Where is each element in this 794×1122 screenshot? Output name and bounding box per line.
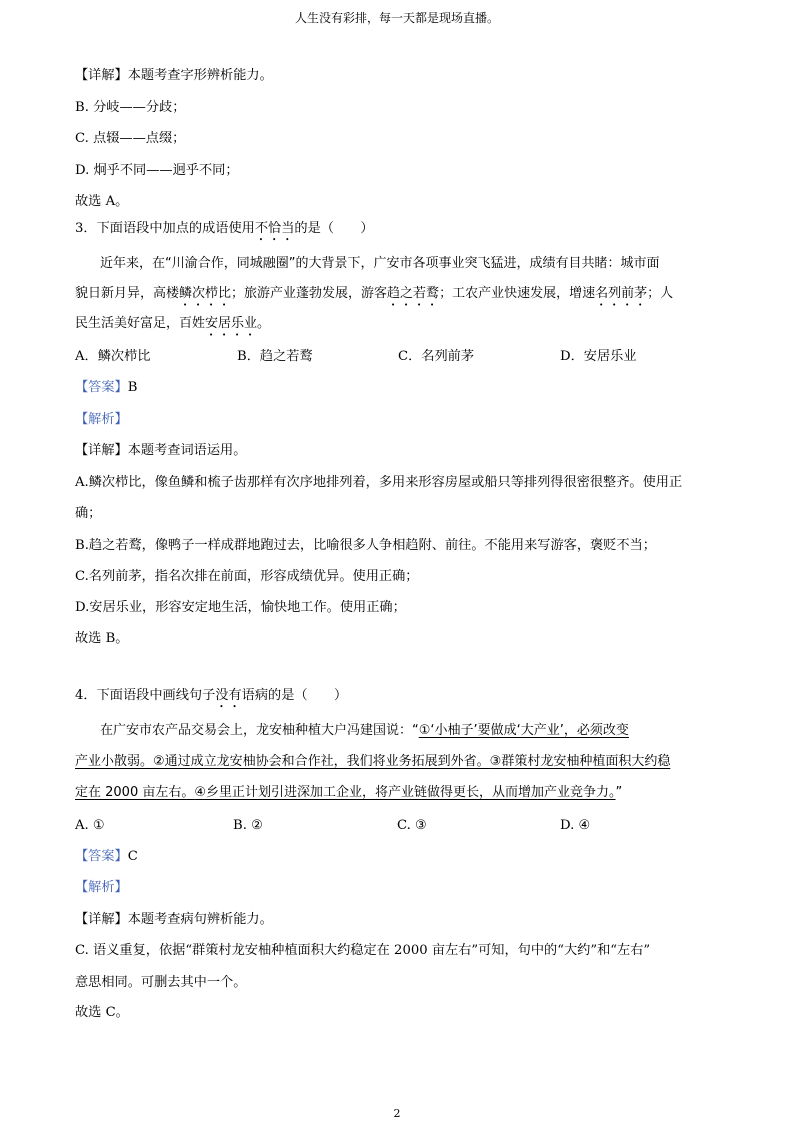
q3-conclusion: 故选 B。 xyxy=(75,631,129,646)
q4-option-a: A. ① xyxy=(75,818,105,833)
q4-explain-c-1: C. 语义重复，依据“群策村龙安柚种植面积大约稳定在 2000 亩左右”可知，句中的“大约”和“左右” xyxy=(75,943,651,958)
q3-idiom-1: 鳞次栉比 xyxy=(179,286,232,301)
q3-passage-text: ；工农产业快速发展，增速 xyxy=(439,286,596,301)
q4-answer-value: C xyxy=(127,849,138,864)
q4-option-c: C. ③ xyxy=(397,818,427,833)
q3-passage-text: 。 xyxy=(257,316,271,331)
q3-explain-c: C.名列前茅，指名次排在前面，形容成绩优异。使用正确； xyxy=(75,569,419,584)
q3-passage-line-2 xyxy=(75,284,720,309)
q3-stem xyxy=(75,219,725,244)
q4-underlined-sentence-1: ①‘小柚子’要做成‘大产业’，必须改变 xyxy=(418,723,629,738)
q4-detail: 【详解】本题考查病句辨析能力。 xyxy=(75,912,273,927)
q4-underlined-sentence-2: ②通过成立龙安柚协会和合作社，我们将业务拓展到外省。 xyxy=(153,754,490,769)
q3-passage-text: ；旅游产业蓬勃发展，游客 xyxy=(231,286,388,301)
q3-option-c: C．名列前茅 xyxy=(398,349,475,364)
q4-answer-label: 【答案】 xyxy=(75,849,128,864)
q4-analysis-label: 【解析】 xyxy=(75,880,128,895)
q4-stem-text: 4．下面语段中画线句子 xyxy=(75,688,216,703)
q3-idiom-3: 名列前茅 xyxy=(595,286,648,301)
q4-stem-tail: 语病的是（ ） xyxy=(241,688,348,703)
q4-passage-line-1 xyxy=(100,721,720,741)
q3-analysis-label: 【解析】 xyxy=(75,412,128,427)
q4-explain-c-2: 意思相同。可删去其中一个。 xyxy=(75,975,247,990)
q3-detail: 【详解】本题考查词语运用。 xyxy=(75,443,247,458)
q3-stem-emphasis: 不恰当 xyxy=(254,221,295,236)
q3-idiom-4: 安居乐业 xyxy=(205,316,258,331)
q4-option-d: D. ④ xyxy=(560,818,591,833)
q4-underlined-sentence-1-end: 产业小散弱。 xyxy=(75,754,154,769)
q4-passage-text: 在广安市农产品交易会上，龙安柚种植大户冯建国说：“ xyxy=(100,723,419,738)
page-number: 2 xyxy=(393,1107,401,1120)
q4-option-b: B. ② xyxy=(233,818,263,833)
q3-passage-text: ；人 xyxy=(647,286,674,301)
q4-passage-line-3 xyxy=(75,783,720,803)
q3-passage-line-1: 近年来，在“川渝合作，同城融圈”的大背景下，广安市各项事业突飞猛进，成绩有目共睹：城市面 xyxy=(100,256,660,271)
q3-answer xyxy=(75,378,725,398)
q3-stem-tail: 的是（ ） xyxy=(294,221,374,236)
q4-stem-emphasis: 没有 xyxy=(215,688,242,703)
q4-answer xyxy=(75,847,725,867)
q3-option-d: D．安居乐业 xyxy=(560,349,637,364)
q4-passage-line-2 xyxy=(75,752,720,772)
q3-explain-a-2: 确； xyxy=(75,506,102,521)
prev-option-b: B. 分岐——分歧； xyxy=(75,100,186,115)
q4-stem xyxy=(75,686,725,711)
q3-stem-text: 3．下面语段中加点的成语使用 xyxy=(75,221,255,236)
q3-explain-d: D.安居乐业，形容安定地生活，愉快地工作。使用正确； xyxy=(75,600,406,615)
prev-option-d: D. 炯乎不同——迥乎不同； xyxy=(75,163,239,178)
q3-passage-text: 貌日新月异，高楼 xyxy=(75,286,180,301)
prev-option-c: C. 点辍——点缀； xyxy=(75,131,186,146)
q3-answer-label: 【答案】 xyxy=(75,380,128,395)
q4-underlined-sentence-4: ④乡里正计划引进深加工企业，将产业链做得更长，从而增加产业竞争力。 xyxy=(194,785,616,800)
page-header-motto: 人生没有彩排，每一天都是现场直播。 xyxy=(294,11,499,25)
q4-passage-text: ” xyxy=(615,785,623,800)
q3-explain-a-1: A.鳞次栉比，像鱼鳞和梳子齿那样有次序地排列着，多用来形容房屋或船只等排列得很密很整齐。使用正 xyxy=(75,475,683,490)
q3-answer-value: B xyxy=(127,380,138,395)
q3-option-a: A．鳞次栉比 xyxy=(75,349,151,364)
q3-passage-text: 民生活美好富足，百姓 xyxy=(75,316,206,331)
q4-conclusion: 故选 C。 xyxy=(75,1005,129,1020)
q3-explain-b: B.趋之若鹜，像鸭子一样成群地跑过去，比喻很多人争相趋附、前往。不能用来写游客，褒贬不当； xyxy=(75,538,656,553)
prev-conclusion: 故选 A。 xyxy=(75,194,129,209)
q3-option-b: B．趋之若鹜 xyxy=(237,349,313,364)
q3-idiom-2: 趋之若鹜 xyxy=(387,286,440,301)
q3-passage-line-3 xyxy=(75,314,720,339)
q4-underlined-sentence-3: ③群策村龙安柚种植面积大约稳 xyxy=(489,754,671,769)
q4-underlined-sentence-3-end: 定在 2000 亩左右。 xyxy=(75,785,195,800)
prev-detail: 【详解】本题考查字形辨析能力。 xyxy=(75,68,273,83)
